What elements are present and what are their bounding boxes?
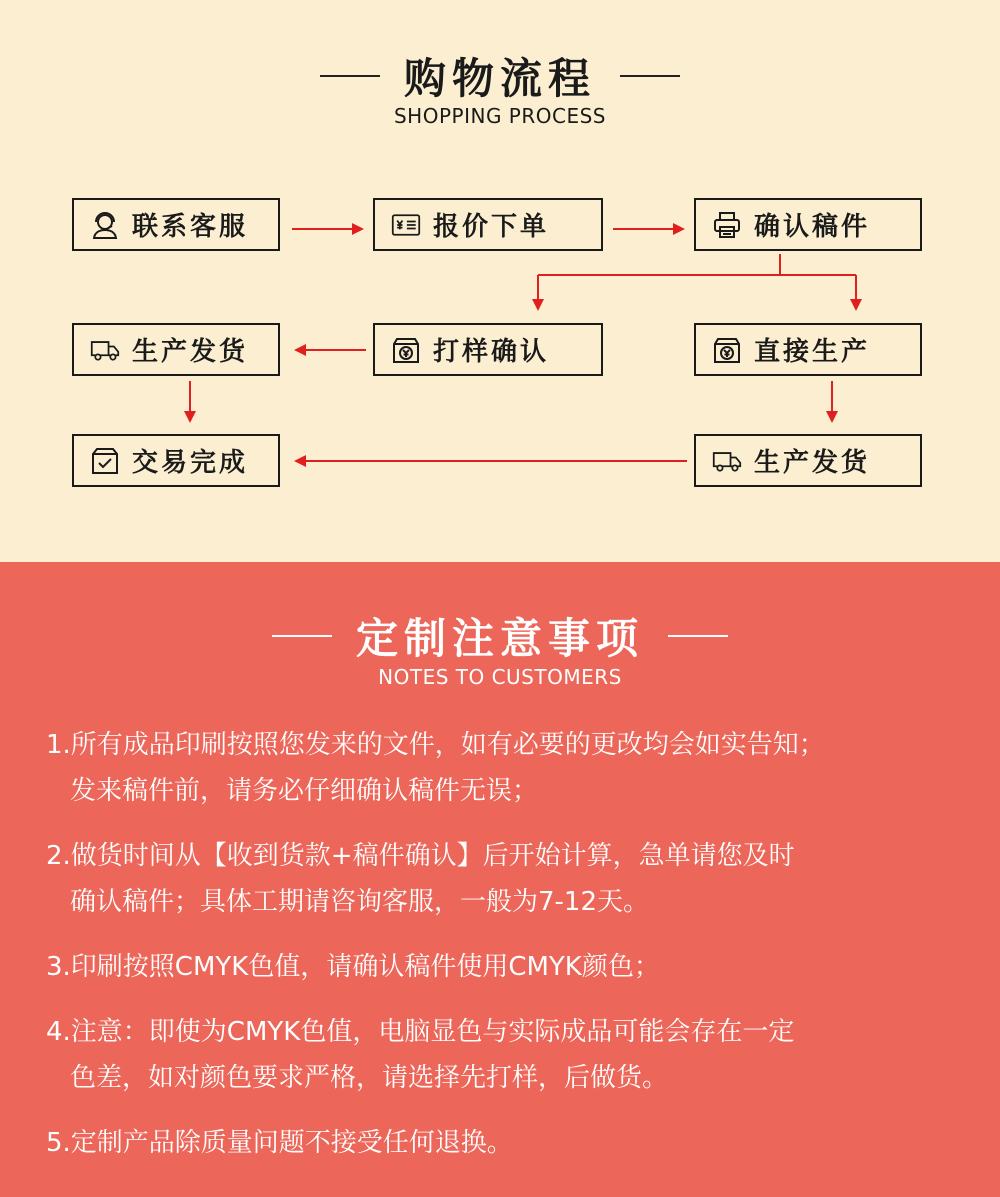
note-line: 3.印刷按照CMYK色值，请确认稿件使用CMYK颜色；: [46, 952, 660, 982]
step-contact-service: [72, 198, 280, 251]
note-item: [46, 833, 966, 925]
notes-list: [46, 722, 966, 1185]
delivery-truck-icon: [90, 335, 120, 365]
note-item: [46, 944, 966, 990]
step-label-confirm-draft: 确认稿件: [754, 212, 871, 242]
note-item: [46, 1009, 966, 1101]
note-item: [46, 722, 966, 814]
note-line: 4.注意：即使为CMYK色值，电脑显色与实际成品可能会存在一定: [46, 1017, 795, 1047]
step-label-deal-done: 交易完成: [132, 448, 249, 478]
process-title: 购物流程: [403, 54, 596, 103]
step-proof-confirm: [373, 323, 603, 376]
step-produce-ship-left: [72, 323, 280, 376]
step-label-produce-ship-right: 生产发货: [754, 448, 871, 478]
step-label-contact: 联系客服: [132, 212, 249, 242]
notes-divider-left: [272, 635, 332, 637]
shopping-process-section: [0, 0, 1000, 562]
step-quote-order: [373, 198, 603, 251]
yen-box-icon: [712, 335, 742, 365]
step-produce-ship-right: [694, 434, 922, 487]
step-label-direct-produce: 直接生产: [754, 337, 871, 367]
step-direct-produce: [694, 323, 922, 376]
delivery-truck-icon: [712, 446, 742, 476]
step-label-produce-ship-left: 生产发货: [132, 337, 249, 367]
note-line: 1.所有成品印刷按照您发来的文件，如有必要的更改均会如实告知；: [46, 730, 825, 760]
check-box-icon: [90, 446, 120, 476]
note-line: 确认稿件；具体工期请咨询客服，一般为7-12天。: [70, 887, 650, 917]
yen-box-icon: [391, 335, 421, 365]
note-item: [46, 1120, 966, 1166]
notes-title-row: [0, 606, 1000, 666]
notes-title: 定制注意事项: [355, 614, 644, 663]
note-line: 发来稿件前，请务必仔细确认稿件无误；: [70, 776, 539, 806]
customer-service-icon: [90, 210, 120, 240]
note-line: 5.定制产品除质量问题不接受任何退换。: [46, 1128, 513, 1158]
note-line: 色差，如对颜色要求严格，请选择先打样，后做货。: [70, 1063, 669, 1093]
step-deal-done: [72, 434, 280, 487]
step-label-proof-confirm: 打样确认: [433, 337, 550, 367]
notes-divider-right: [668, 635, 728, 637]
note-line: 2.做货时间从【收到货款+稿件确认】后开始计算，急单请您及时: [46, 841, 795, 871]
process-subtitle: SHOPPING PROCESS: [393, 104, 606, 128]
step-confirm-draft: [694, 198, 922, 251]
notes-subtitle: NOTES TO CUSTOMERS: [378, 665, 622, 689]
step-label-quote: 报价下单: [433, 212, 550, 242]
price-tag-icon: [391, 210, 421, 240]
printer-icon: [712, 210, 742, 240]
